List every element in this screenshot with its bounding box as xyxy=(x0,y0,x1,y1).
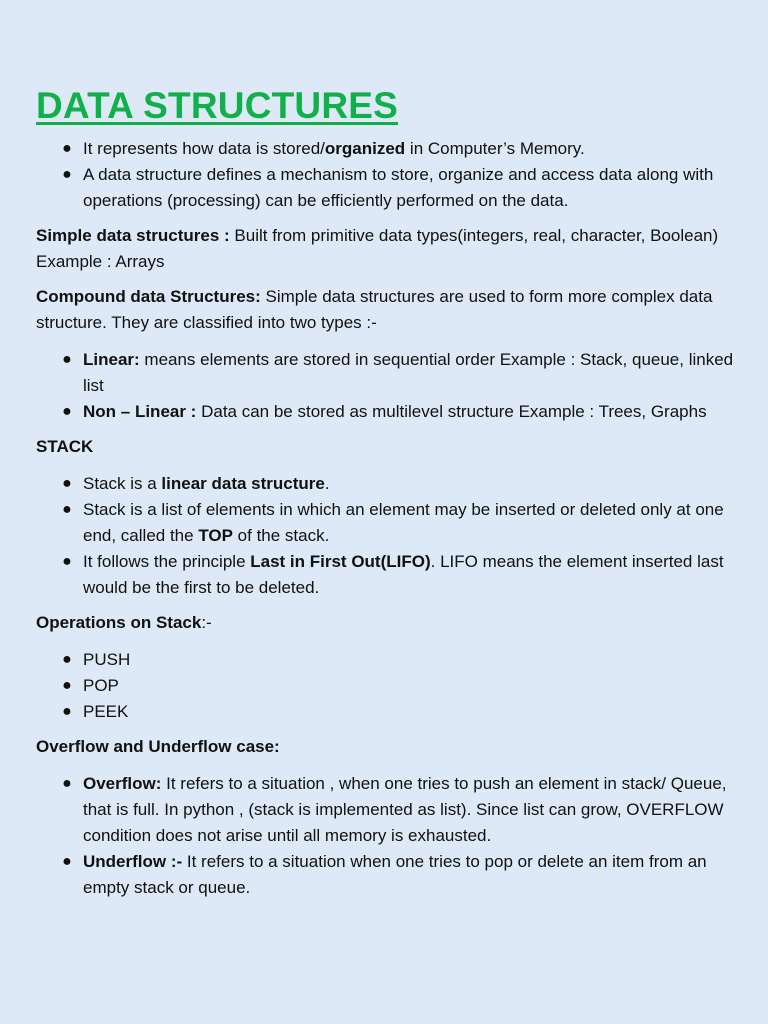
intro-text-post: in Computer’s Memory. xyxy=(405,139,585,158)
operations-heading xyxy=(36,610,744,636)
intro-text: A data structure defines a mechanism to store, organize and access data along with operations (processing) can be efficiently performed on the data. xyxy=(83,165,714,210)
operation-name: POP xyxy=(83,676,119,695)
page-title: DATA STRUCTURES xyxy=(36,85,399,126)
bullet-icon: ● xyxy=(62,501,72,518)
bullet-icon: ● xyxy=(62,853,72,870)
list-item xyxy=(62,347,744,399)
list-item xyxy=(62,647,744,673)
intro-list xyxy=(36,136,744,214)
stack-text-bold: TOP xyxy=(198,526,233,545)
compound-text: Simple data structures are used to form more complex data structure. They are classified into two types :- xyxy=(36,287,713,332)
simple-text: Built from primitive data types(integers, real, character, Boolean) Example : Arrays xyxy=(36,226,719,271)
list-item xyxy=(62,471,744,497)
list-item xyxy=(62,699,744,725)
type-text: Data can be stored as multilevel structure Example : Trees, Graphs xyxy=(196,402,707,421)
simple-data-structures-paragraph xyxy=(36,223,744,275)
list-item xyxy=(62,497,744,549)
type-label: Linear: xyxy=(83,350,140,369)
bullet-icon: ● xyxy=(62,703,72,720)
list-item xyxy=(62,162,744,214)
stack-text-pre: Stack is a list of elements in which an element may be inserted or deleted only at one end, called the xyxy=(83,500,724,545)
bullet-icon: ● xyxy=(62,651,72,668)
bullet-icon: ● xyxy=(62,775,72,792)
stack-text-pre: Stack is a xyxy=(83,474,162,493)
bullet-icon: ● xyxy=(62,553,72,570)
compound-data-structures-paragraph xyxy=(36,284,744,336)
overflow-heading: Overflow and Underflow case: xyxy=(36,737,280,756)
bullet-icon: ● xyxy=(62,475,72,492)
type-label: Non – Linear : xyxy=(83,402,197,421)
stack-text-post: of the stack. xyxy=(232,526,330,545)
types-list xyxy=(36,347,744,425)
operation-name: PEEK xyxy=(83,702,129,721)
list-item xyxy=(62,399,744,425)
type-text: means elements are stored in sequential order Example : Stack, queue, linked list xyxy=(83,350,734,395)
bullet-icon: ● xyxy=(62,351,72,368)
underflow-text: It refers to a situation when one tries to pop or delete an item from an empty stack or queue. xyxy=(83,852,707,897)
operation-name: PUSH xyxy=(83,650,131,669)
list-item xyxy=(62,673,744,699)
stack-text-bold: linear data structure xyxy=(161,474,325,493)
list-item xyxy=(62,849,744,901)
list-item xyxy=(62,549,744,601)
list-item xyxy=(62,136,744,162)
list-item xyxy=(62,771,744,849)
stack-list xyxy=(36,471,744,601)
operations-suffix: :- xyxy=(201,613,212,632)
stack-text-post: . LIFO means the element inserted last would be the first to be deleted. xyxy=(83,552,724,597)
bullet-icon: ● xyxy=(62,403,72,420)
operations-label: Operations on Stack xyxy=(36,613,202,632)
stack-text-pre: It follows the principle xyxy=(83,552,251,571)
operations-list xyxy=(36,647,744,725)
simple-label: Simple data structures : xyxy=(36,226,230,245)
intro-text-bold: organized xyxy=(324,139,406,158)
bullet-icon: ● xyxy=(62,140,72,157)
underflow-label: Underflow :- xyxy=(83,852,183,871)
stack-text-bold: Last in First Out(LIFO) xyxy=(250,552,431,571)
overflow-text: It refers to a situation , when one tries to push an element in stack/ Queue, that is full. In python , (stack is implemented as list). Since list can grow, OVERFLOW condition does not arise until all memory is exhausted. xyxy=(83,774,727,845)
overflow-label: Overflow: xyxy=(83,774,162,793)
stack-heading: STACK xyxy=(36,437,94,456)
overflow-list xyxy=(36,771,744,901)
compound-label: Compound data Structures: xyxy=(36,287,261,306)
stack-text-post: . xyxy=(324,474,330,493)
bullet-icon: ● xyxy=(62,677,72,694)
intro-text-pre: It represents how data is stored/ xyxy=(83,139,325,158)
bullet-icon: ● xyxy=(62,166,72,183)
